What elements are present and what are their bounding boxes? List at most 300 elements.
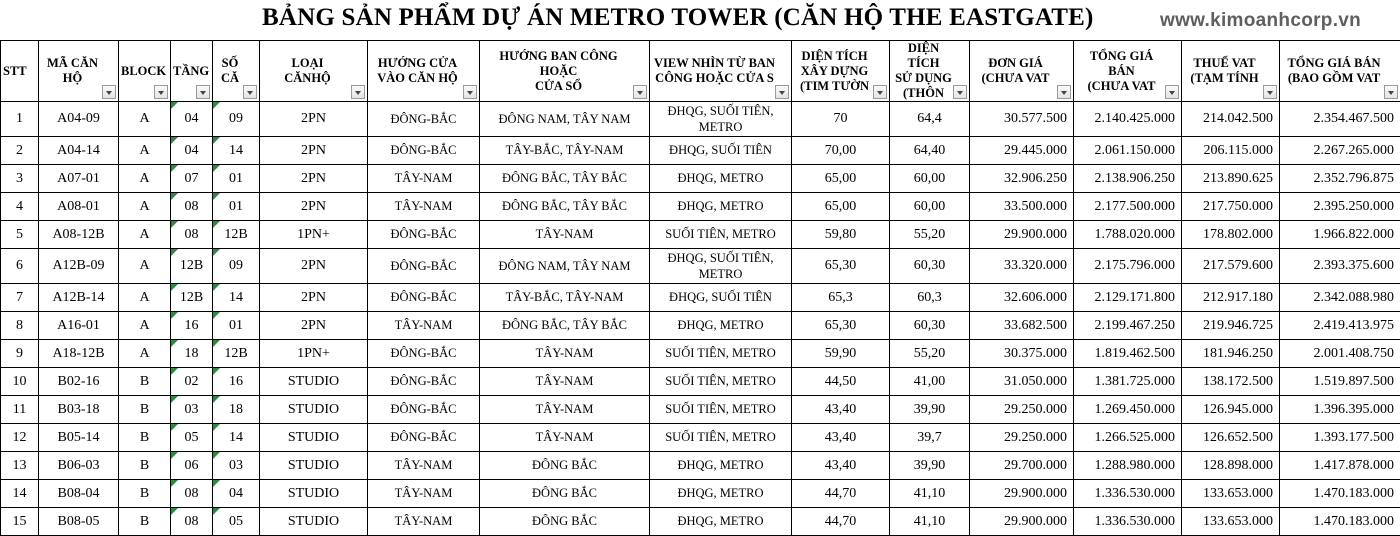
- table-row: [1, 368, 1400, 396]
- cell-ma-can-ho[interactable]: A08-01: [39, 193, 119, 221]
- header-label: [1182, 56, 1279, 86]
- cell-stt[interactable]: 3: [1, 165, 39, 193]
- cell-tong-gia-chua-vat[interactable]: 2.138.906.250: [1074, 165, 1182, 193]
- filter-dropdown-icon[interactable]: [1263, 85, 1277, 99]
- cell-thue-vat[interactable]: 217.750.000: [1182, 193, 1280, 221]
- cell-tang[interactable]: 12B: [171, 249, 213, 284]
- cell-view[interactable]: SUỐI TIÊN, METRO: [650, 340, 792, 368]
- table-body: [1, 102, 1400, 536]
- cell-thue-vat[interactable]: 219.946.725: [1182, 312, 1280, 340]
- cell-tong-gia-bao-gom-vat[interactable]: 1.470.183.000: [1280, 480, 1400, 508]
- cell-loai-can-ho[interactable]: 2PN: [260, 193, 368, 221]
- cell-thue-vat[interactable]: 212.917.180: [1182, 284, 1280, 312]
- title-row: [0, 0, 1400, 40]
- cell-dien-tich-su-dung[interactable]: 60,00: [890, 165, 970, 193]
- cell-ma-can-ho[interactable]: A16-01: [39, 312, 119, 340]
- cell-tong-gia-chua-vat[interactable]: 1.819.462.500: [1074, 340, 1182, 368]
- cell-don-gia[interactable]: 29.250.000: [970, 424, 1074, 452]
- cell-so-can[interactable]: 03: [213, 452, 260, 480]
- header-line: TỔNG GIÁ BÁN: [1287, 56, 1380, 70]
- cell-don-gia[interactable]: 33.320.000: [970, 249, 1074, 284]
- cell-view[interactable]: SUỐI TIÊN, METRO: [650, 424, 792, 452]
- cell-huong-ban-cong[interactable]: ĐÔNG BẮC: [480, 452, 650, 480]
- cell-block[interactable]: A: [119, 137, 171, 165]
- cell-dien-tich-su-dung[interactable]: 39,90: [890, 396, 970, 424]
- cell-tang[interactable]: 08: [171, 508, 213, 536]
- cell-huong-cua[interactable]: TÂY-NAM: [368, 480, 480, 508]
- cell-stt[interactable]: 8: [1, 312, 39, 340]
- number-as-text-marker-icon: [213, 165, 220, 172]
- cell-tang[interactable]: 18: [171, 340, 213, 368]
- cell-tang[interactable]: 16: [171, 312, 213, 340]
- number-as-text-marker-icon: [171, 165, 178, 172]
- cell-huong-cua[interactable]: ĐÔNG-BẮC: [368, 221, 480, 249]
- cell-huong-ban-cong[interactable]: ĐÔNG NAM, TÂY NAM: [480, 102, 650, 137]
- cell-view[interactable]: SUỐI TIÊN, METRO: [650, 221, 792, 249]
- cell-tong-gia-chua-vat[interactable]: 2.061.150.000: [1074, 137, 1182, 165]
- header-block: [119, 41, 171, 102]
- header-don-gia: [970, 41, 1074, 102]
- cell-stt[interactable]: 9: [1, 340, 39, 368]
- header-tang: [171, 41, 213, 102]
- header-so-can: [213, 41, 260, 102]
- cell-dien-tich-xay-dung[interactable]: 65,00: [792, 165, 890, 193]
- cell-dien-tich-su-dung[interactable]: 39,90: [890, 452, 970, 480]
- header-line: TẦNG: [173, 64, 209, 78]
- filter-dropdown-icon[interactable]: [633, 85, 647, 99]
- cell-loai-can-ho[interactable]: STUDIO: [260, 452, 368, 480]
- table-row: [1, 424, 1400, 452]
- cell-block[interactable]: A: [119, 165, 171, 193]
- number-as-text-marker-icon: [213, 221, 220, 228]
- header-line: LOẠI: [292, 56, 324, 70]
- cell-stt[interactable]: 10: [1, 368, 39, 396]
- page-title: BẢNG SẢN PHẨM DỰ ÁN METRO TOWER (CĂN HỘ THE EASTGATE): [262, 4, 1094, 32]
- number-as-text-marker-icon: [171, 396, 178, 403]
- cell-stt[interactable]: 12: [1, 424, 39, 452]
- cell-huong-cua[interactable]: TÂY-NAM: [368, 312, 480, 340]
- cell-view[interactable]: ĐHQG, METRO: [650, 508, 792, 536]
- cell-view[interactable]: SUỐI TIÊN, METRO: [650, 368, 792, 396]
- cell-so-can[interactable]: 04: [213, 480, 260, 508]
- cell-so-can[interactable]: 09: [213, 102, 260, 137]
- filter-dropdown-icon[interactable]: [196, 85, 210, 99]
- cell-don-gia[interactable]: 29.700.000: [970, 452, 1074, 480]
- cell-thue-vat[interactable]: 133.653.000: [1182, 508, 1280, 536]
- table-row: [1, 396, 1400, 424]
- cell-dien-tich-su-dung[interactable]: 41,10: [890, 480, 970, 508]
- cell-huong-ban-cong[interactable]: ĐÔNG BẮC: [480, 480, 650, 508]
- header-label: [39, 56, 118, 86]
- cell-so-can[interactable]: 01: [213, 193, 260, 221]
- cell-thue-vat[interactable]: 126.652.500: [1182, 424, 1280, 452]
- cell-block[interactable]: B: [119, 452, 171, 480]
- cell-don-gia[interactable]: 29.900.000: [970, 508, 1074, 536]
- cell-thue-vat[interactable]: 217.579.600: [1182, 249, 1280, 284]
- cell-tang[interactable]: 04: [171, 137, 213, 165]
- cell-huong-ban-cong[interactable]: TÂY-BẮC, TÂY-NAM: [480, 284, 650, 312]
- cell-dien-tich-xay-dung[interactable]: 59,80: [792, 221, 890, 249]
- header-line: VIEW NHÌN TỪ BAN: [654, 56, 775, 70]
- cell-tong-gia-chua-vat[interactable]: 2.129.171.800: [1074, 284, 1182, 312]
- filter-dropdown-icon[interactable]: [953, 85, 967, 99]
- cell-huong-cua[interactable]: ĐÔNG-BẮC: [368, 340, 480, 368]
- cell-don-gia[interactable]: 29.445.000: [970, 137, 1074, 165]
- cell-tong-gia-bao-gom-vat[interactable]: 2.342.088.980: [1280, 284, 1400, 312]
- cell-loai-can-ho[interactable]: 1PN+: [260, 221, 368, 249]
- cell-block[interactable]: B: [119, 368, 171, 396]
- cell-tong-gia-bao-gom-vat[interactable]: 1.470.183.000: [1280, 508, 1400, 536]
- cell-block[interactable]: B: [119, 424, 171, 452]
- cell-ma-can-ho[interactable]: A04-14: [39, 137, 119, 165]
- cell-ma-can-ho[interactable]: B02-16: [39, 368, 119, 396]
- cell-tang[interactable]: 02: [171, 368, 213, 396]
- filter-dropdown-icon[interactable]: [873, 85, 887, 99]
- cell-stt[interactable]: 7: [1, 284, 39, 312]
- cell-tong-gia-chua-vat[interactable]: 1.269.450.000: [1074, 396, 1182, 424]
- cell-thue-vat[interactable]: 213.890.625: [1182, 165, 1280, 193]
- cell-view[interactable]: ĐHQG, SUỐI TIÊN: [650, 137, 792, 165]
- cell-don-gia[interactable]: 32.606.000: [970, 284, 1074, 312]
- cell-so-can[interactable]: 12B: [213, 221, 260, 249]
- number-as-text-marker-icon: [171, 102, 178, 109]
- cell-ma-can-ho[interactable]: A04-09: [39, 102, 119, 137]
- cell-stt[interactable]: 13: [1, 452, 39, 480]
- cell-dien-tich-xay-dung[interactable]: 44,50: [792, 368, 890, 396]
- cell-stt[interactable]: 2: [1, 137, 39, 165]
- table-row: [1, 508, 1400, 536]
- cell-ma-can-ho[interactable]: B03-18: [39, 396, 119, 424]
- cell-tong-gia-bao-gom-vat[interactable]: 2.352.796.875: [1280, 165, 1400, 193]
- cell-dien-tich-xay-dung[interactable]: 43,40: [792, 424, 890, 452]
- cell-block[interactable]: B: [119, 508, 171, 536]
- cell-tang[interactable]: 05: [171, 424, 213, 452]
- cell-dien-tich-su-dung[interactable]: 41,10: [890, 508, 970, 536]
- cell-block[interactable]: A: [119, 193, 171, 221]
- cell-loai-can-ho[interactable]: STUDIO: [260, 508, 368, 536]
- cell-dien-tich-su-dung[interactable]: 64,40: [890, 137, 970, 165]
- cell-huong-ban-cong[interactable]: TÂY-NAM: [480, 221, 650, 249]
- cell-view[interactable]: ĐHQG, METRO: [650, 480, 792, 508]
- header-dien-tich-xay-dung: [792, 41, 890, 102]
- number-as-text-marker-icon: [213, 452, 220, 459]
- cell-loai-can-ho[interactable]: 2PN: [260, 137, 368, 165]
- cell-don-gia[interactable]: 31.050.000: [970, 368, 1074, 396]
- cell-view[interactable]: ĐHQG, METRO: [650, 193, 792, 221]
- cell-tong-gia-chua-vat[interactable]: 2.199.467.250: [1074, 312, 1182, 340]
- cell-huong-cua[interactable]: TÂY-NAM: [368, 165, 480, 193]
- number-as-text-marker-icon: [213, 508, 220, 515]
- cell-tong-gia-bao-gom-vat[interactable]: 2.393.375.600: [1280, 249, 1400, 284]
- cell-tong-gia-chua-vat[interactable]: 1.266.525.000: [1074, 424, 1182, 452]
- cell-block[interactable]: A: [119, 249, 171, 284]
- cell-tong-gia-bao-gom-vat[interactable]: 2.419.413.975: [1280, 312, 1400, 340]
- filter-dropdown-icon[interactable]: [1057, 85, 1071, 99]
- cell-dien-tich-xay-dung[interactable]: 44,70: [792, 508, 890, 536]
- number-as-text-marker-icon: [171, 221, 178, 228]
- cell-loai-can-ho[interactable]: 2PN: [260, 284, 368, 312]
- cell-don-gia[interactable]: 30.375.000: [970, 340, 1074, 368]
- cell-tong-gia-bao-gom-vat[interactable]: 2.001.408.750: [1280, 340, 1400, 368]
- cell-huong-cua[interactable]: ĐÔNG-BẮC: [368, 137, 480, 165]
- table-row: [1, 249, 1400, 284]
- cell-huong-ban-cong[interactable]: TÂY-NAM: [480, 424, 650, 452]
- cell-huong-cua[interactable]: ĐÔNG-BẮC: [368, 396, 480, 424]
- cell-tang[interactable]: 12B: [171, 284, 213, 312]
- cell-huong-cua[interactable]: TÂY-NAM: [368, 452, 480, 480]
- cell-tong-gia-bao-gom-vat[interactable]: 2.267.265.000: [1280, 137, 1400, 165]
- cell-tang[interactable]: 08: [171, 193, 213, 221]
- cell-block[interactable]: A: [119, 284, 171, 312]
- cell-dien-tich-su-dung[interactable]: 39,7: [890, 424, 970, 452]
- cell-block[interactable]: B: [119, 480, 171, 508]
- filter-dropdown-icon[interactable]: [102, 85, 116, 99]
- cell-stt[interactable]: 1: [1, 102, 39, 137]
- header-line: SỬ DỤNG: [895, 71, 952, 85]
- cell-tong-gia-chua-vat[interactable]: 1.381.725.000: [1074, 368, 1182, 396]
- cell-tong-gia-chua-vat[interactable]: 1.336.530.000: [1074, 480, 1182, 508]
- cell-dien-tich-xay-dung[interactable]: 43,40: [792, 396, 890, 424]
- filter-dropdown-icon[interactable]: [1165, 85, 1179, 99]
- cell-loai-can-ho[interactable]: 2PN: [260, 249, 368, 284]
- cell-huong-ban-cong[interactable]: ĐÔNG BẮC, TÂY BẮC: [480, 193, 650, 221]
- cell-thue-vat[interactable]: 178.802.000: [1182, 221, 1280, 249]
- cell-stt[interactable]: 15: [1, 508, 39, 536]
- cell-huong-ban-cong[interactable]: TÂY-NAM: [480, 340, 650, 368]
- number-as-text-marker-icon: [213, 193, 220, 200]
- cell-huong-cua[interactable]: ĐÔNG-BẮC: [368, 249, 480, 284]
- cell-huong-ban-cong[interactable]: ĐÔNG BẮC, TÂY BẮC: [480, 312, 650, 340]
- cell-tong-gia-bao-gom-vat[interactable]: 1.417.878.000: [1280, 452, 1400, 480]
- cell-huong-cua[interactable]: ĐÔNG-BẮC: [368, 102, 480, 137]
- number-as-text-marker-icon: [213, 480, 220, 487]
- cell-so-can[interactable]: 01: [213, 165, 260, 193]
- cell-ma-can-ho[interactable]: B06-03: [39, 452, 119, 480]
- filter-dropdown-icon[interactable]: [463, 85, 477, 99]
- cell-dien-tich-su-dung[interactable]: 55,20: [890, 340, 970, 368]
- cell-dien-tich-xay-dung[interactable]: 65,30: [792, 312, 890, 340]
- cell-huong-cua[interactable]: ĐÔNG-BẮC: [368, 424, 480, 452]
- filter-dropdown-icon[interactable]: [154, 85, 168, 99]
- header-line: CĂNHỘ: [284, 71, 331, 85]
- cell-stt[interactable]: 5: [1, 221, 39, 249]
- cell-tong-gia-bao-gom-vat[interactable]: 2.395.250.000: [1280, 193, 1400, 221]
- cell-loai-can-ho[interactable]: 2PN: [260, 312, 368, 340]
- number-as-text-marker-icon: [171, 340, 178, 347]
- cell-ma-can-ho[interactable]: A07-01: [39, 165, 119, 193]
- cell-loai-can-ho[interactable]: STUDIO: [260, 368, 368, 396]
- cell-don-gia[interactable]: 29.250.000: [970, 396, 1074, 424]
- cell-huong-ban-cong[interactable]: TÂY-NAM: [480, 396, 650, 424]
- number-as-text-marker-icon: [171, 137, 178, 144]
- header-tong-gia-bao-gom-vat: [1280, 41, 1400, 102]
- cell-dien-tich-xay-dung[interactable]: 70: [792, 102, 890, 137]
- cell-tong-gia-chua-vat[interactable]: 2.175.796.000: [1074, 249, 1182, 284]
- cell-don-gia[interactable]: 30.577.500: [970, 102, 1074, 137]
- cell-so-can[interactable]: 01: [213, 312, 260, 340]
- cell-tong-gia-chua-vat[interactable]: 1.788.020.000: [1074, 221, 1182, 249]
- cell-block[interactable]: B: [119, 396, 171, 424]
- cell-tong-gia-chua-vat[interactable]: 2.177.500.000: [1074, 193, 1182, 221]
- table-row: [1, 102, 1400, 137]
- cell-dien-tich-su-dung[interactable]: 60,3: [890, 284, 970, 312]
- cell-block[interactable]: A: [119, 340, 171, 368]
- cell-block[interactable]: A: [119, 312, 171, 340]
- cell-so-can[interactable]: 05: [213, 508, 260, 536]
- header-line: (CHƯA VAT: [1088, 79, 1156, 93]
- number-as-text-marker-icon: [171, 424, 178, 431]
- cell-so-can[interactable]: 14: [213, 137, 260, 165]
- header-line: THUẾ VAT: [1193, 56, 1255, 70]
- header-huong-ban-cong: [480, 41, 650, 102]
- filter-dropdown-icon[interactable]: [775, 85, 789, 99]
- cell-tong-gia-chua-vat[interactable]: 2.140.425.000: [1074, 102, 1182, 137]
- header-label: [1280, 56, 1400, 86]
- cell-huong-cua[interactable]: ĐÔNG-BẮC: [368, 368, 480, 396]
- number-as-text-marker-icon: [171, 480, 178, 487]
- cell-so-can[interactable]: 14: [213, 284, 260, 312]
- cell-dien-tich-su-dung[interactable]: 41,00: [890, 368, 970, 396]
- header-label: [119, 64, 170, 79]
- cell-loai-can-ho[interactable]: 2PN: [260, 102, 368, 137]
- header-line: (THÔN: [903, 86, 944, 100]
- cell-dien-tich-xay-dung[interactable]: 65,00: [792, 193, 890, 221]
- cell-tong-gia-bao-gom-vat[interactable]: 1.393.177.500: [1280, 424, 1400, 452]
- cell-dien-tich-xay-dung[interactable]: 43,40: [792, 452, 890, 480]
- cell-loai-can-ho[interactable]: STUDIO: [260, 396, 368, 424]
- cell-ma-can-ho[interactable]: A12B-09: [39, 249, 119, 284]
- cell-ma-can-ho[interactable]: A12B-14: [39, 284, 119, 312]
- cell-huong-ban-cong[interactable]: ĐÔNG NAM, TÂY NAM: [480, 249, 650, 284]
- cell-view[interactable]: ĐHQG, SUỐI TIÊN: [650, 284, 792, 312]
- filter-dropdown-icon[interactable]: [243, 85, 257, 99]
- cell-don-gia[interactable]: 29.900.000: [970, 480, 1074, 508]
- cell-dien-tich-xay-dung[interactable]: 59,90: [792, 340, 890, 368]
- cell-tong-gia-bao-gom-vat[interactable]: 2.354.467.500: [1280, 102, 1400, 137]
- filter-dropdown-icon[interactable]: [351, 85, 365, 99]
- header-huong-cua: [368, 41, 480, 102]
- cell-ma-can-ho[interactable]: A18-12B: [39, 340, 119, 368]
- cell-huong-ban-cong[interactable]: ĐÔNG BẮC: [480, 508, 650, 536]
- cell-view[interactable]: ĐHQG, METRO: [650, 312, 792, 340]
- cell-don-gia[interactable]: 33.500.000: [970, 193, 1074, 221]
- cell-huong-cua[interactable]: TÂY-NAM: [368, 193, 480, 221]
- table-row: [1, 284, 1400, 312]
- number-as-text-marker-icon: [171, 368, 178, 375]
- cell-view[interactable]: SUỐI TIÊN, METRO: [650, 396, 792, 424]
- cell-huong-ban-cong[interactable]: TÂY-NAM: [480, 368, 650, 396]
- cell-thue-vat[interactable]: 206.115.000: [1182, 137, 1280, 165]
- cell-block[interactable]: A: [119, 102, 171, 137]
- header-line: BLOCK: [121, 64, 166, 78]
- cell-dien-tich-su-dung[interactable]: 55,20: [890, 221, 970, 249]
- cell-dien-tich-xay-dung[interactable]: 65,30: [792, 249, 890, 284]
- cell-tang[interactable]: 07: [171, 165, 213, 193]
- header-line: (BAO GỒM VAT: [1288, 71, 1380, 85]
- header-dien-tich-su-dung: [890, 41, 970, 102]
- header-line: CĂ: [221, 71, 239, 85]
- cell-dien-tich-xay-dung[interactable]: 70,00: [792, 137, 890, 165]
- cell-stt[interactable]: 11: [1, 396, 39, 424]
- cell-dien-tich-xay-dung[interactable]: 65,3: [792, 284, 890, 312]
- cell-tong-gia-bao-gom-vat[interactable]: 1.519.897.500: [1280, 368, 1400, 396]
- cell-view[interactable]: ĐHQG, SUỐI TIÊN, METRO: [650, 249, 792, 284]
- cell-huong-ban-cong[interactable]: TÂY-BẮC, TÂY-NAM: [480, 137, 650, 165]
- cell-so-can[interactable]: 18: [213, 396, 260, 424]
- filter-dropdown-icon[interactable]: [1384, 85, 1398, 99]
- cell-dien-tich-xay-dung[interactable]: 44,70: [792, 480, 890, 508]
- cell-loai-can-ho[interactable]: 2PN: [260, 165, 368, 193]
- cell-ma-can-ho[interactable]: B08-05: [39, 508, 119, 536]
- cell-so-can[interactable]: 12B: [213, 340, 260, 368]
- cell-thue-vat[interactable]: 181.946.250: [1182, 340, 1280, 368]
- cell-view[interactable]: ĐHQG, METRO: [650, 452, 792, 480]
- cell-tong-gia-bao-gom-vat[interactable]: 1.966.822.000: [1280, 221, 1400, 249]
- header-line: MÃ CĂN: [47, 56, 98, 70]
- cell-don-gia[interactable]: 29.900.000: [970, 221, 1074, 249]
- cell-loai-can-ho[interactable]: STUDIO: [260, 424, 368, 452]
- cell-tang[interactable]: 06: [171, 452, 213, 480]
- cell-tang[interactable]: 04: [171, 102, 213, 137]
- cell-stt[interactable]: 4: [1, 193, 39, 221]
- header-label: [650, 56, 791, 86]
- cell-ma-can-ho[interactable]: A08-12B: [39, 221, 119, 249]
- cell-so-can[interactable]: 14: [213, 424, 260, 452]
- cell-view[interactable]: ĐHQG, SUỐI TIÊN, METRO: [650, 102, 792, 137]
- cell-huong-cua[interactable]: TÂY-NAM: [368, 508, 480, 536]
- cell-thue-vat[interactable]: 214.042.500: [1182, 102, 1280, 137]
- header-line: VÀO CĂN HỘ: [377, 71, 458, 85]
- cell-tong-gia-chua-vat[interactable]: 1.336.530.000: [1074, 508, 1182, 536]
- cell-dien-tich-su-dung[interactable]: 60,00: [890, 193, 970, 221]
- cell-don-gia[interactable]: 32.906.250: [970, 165, 1074, 193]
- cell-tong-gia-chua-vat[interactable]: 1.288.980.000: [1074, 452, 1182, 480]
- header-ma-can-ho: [39, 41, 119, 102]
- cell-view[interactable]: ĐHQG, METRO: [650, 165, 792, 193]
- cell-dien-tich-su-dung[interactable]: 64,4: [890, 102, 970, 137]
- number-as-text-marker-icon: [171, 193, 178, 200]
- cell-tong-gia-bao-gom-vat[interactable]: 1.396.395.000: [1280, 396, 1400, 424]
- cell-don-gia[interactable]: 33.682.500: [970, 312, 1074, 340]
- header-line: ĐƠN GIÁ: [988, 56, 1043, 70]
- website-label: www.kimoanhcorp.vn: [1160, 10, 1361, 32]
- cell-ma-can-ho[interactable]: B08-04: [39, 480, 119, 508]
- header-label: [970, 56, 1073, 86]
- header-line: STT: [3, 64, 27, 78]
- cell-huong-cua[interactable]: ĐÔNG-BẮC: [368, 284, 480, 312]
- cell-ma-can-ho[interactable]: B05-14: [39, 424, 119, 452]
- cell-thue-vat[interactable]: 126.945.000: [1182, 396, 1280, 424]
- cell-thue-vat[interactable]: 138.172.500: [1182, 368, 1280, 396]
- header-line: (TẠM TÍNH: [1190, 71, 1258, 85]
- cell-so-can[interactable]: 16: [213, 368, 260, 396]
- cell-so-can[interactable]: 09: [213, 249, 260, 284]
- cell-tang[interactable]: 08: [171, 221, 213, 249]
- cell-stt[interactable]: 14: [1, 480, 39, 508]
- cell-block[interactable]: A: [119, 221, 171, 249]
- cell-thue-vat[interactable]: 128.898.000: [1182, 452, 1280, 480]
- cell-tang[interactable]: 08: [171, 480, 213, 508]
- cell-thue-vat[interactable]: 133.653.000: [1182, 480, 1280, 508]
- cell-dien-tich-su-dung[interactable]: 60,30: [890, 312, 970, 340]
- cell-loai-can-ho[interactable]: STUDIO: [260, 480, 368, 508]
- cell-stt[interactable]: 6: [1, 249, 39, 284]
- cell-dien-tich-su-dung[interactable]: 60,30: [890, 249, 970, 284]
- cell-loai-can-ho[interactable]: 1PN+: [260, 340, 368, 368]
- cell-tang[interactable]: 03: [171, 396, 213, 424]
- number-as-text-marker-icon: [213, 102, 220, 109]
- cell-huong-ban-cong[interactable]: ĐÔNG BẮC, TÂY BẮC: [480, 165, 650, 193]
